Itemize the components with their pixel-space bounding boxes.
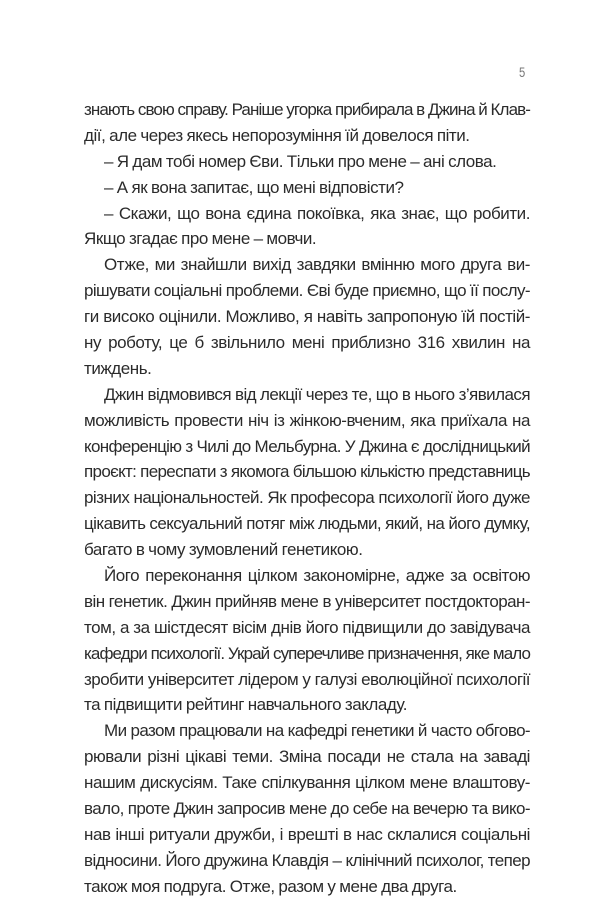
text-line: – А як вона запитає, що мені відповісти? xyxy=(104,177,404,197)
text-line: зробити університет лідером у галузі еволюційної психології xyxy=(84,669,530,689)
text-line: можливість провести ніч із жінкою-вченим, яка приїхала на xyxy=(84,410,530,430)
text-line: Отже, ми знайшли вихід завдяки вмінню мого друга ви- xyxy=(104,255,530,275)
text-line: дії, але через якесь непорозуміння їй довелося піти. xyxy=(84,125,470,145)
text-line: багато в чому зумовлений генетикою. xyxy=(84,540,363,560)
text-line: цікавить сексуальний потяг між людьми, який, на його думку, xyxy=(84,514,530,534)
text-line: він генетик. Джин прийняв мене в університет постдокторан- xyxy=(84,591,530,611)
text-line: тиждень. xyxy=(84,358,152,378)
body-text xyxy=(84,97,530,900)
text-line: кафедри психології. Украй суперечливе призначення, яке мало xyxy=(84,643,530,663)
text-line: відносини. Його дружина Клавдія – клінічний психолог, тепер xyxy=(84,850,530,870)
text-line: Ми разом працювали на кафедрі генетики й часто обгово- xyxy=(104,721,530,741)
text-line: том, а за шістдесят вісім днів його підвищили до завідувача xyxy=(84,617,530,637)
text-line: Джин відмовився від лекції через те, що в нього з’явилася xyxy=(104,384,530,404)
text-line: Якщо згадає про мене – мовчи. xyxy=(84,229,317,249)
text-line: рювали різні цікаві теми. Зміна посади не стала на заваді xyxy=(84,747,530,767)
text-line: конференцію з Чилі до Мельбурна. У Джина є дослідницький xyxy=(84,436,530,456)
text-line: рішувати соціальні проблеми. Єві буде приємно, що її послу- xyxy=(84,281,530,301)
text-line: нашим дискусіям. Таке спілкування цілком мене влаштову- xyxy=(84,773,530,793)
text-line: ну роботу, це б звільнило мені приблизно 316 хвилин на xyxy=(84,333,530,353)
page-number: 5 xyxy=(519,64,526,80)
text-line: – Я дам тобі номер Єви. Тільки про мене – ані слова. xyxy=(104,151,497,171)
text-line: та підвищити рейтинг навчального закладу. xyxy=(84,695,407,715)
text-line: нав інші ритуали дружби, і врешті в нас склалися соціальні xyxy=(84,824,530,844)
text-line: Його переконання цілком закономірне, адже за освітою xyxy=(104,566,530,586)
text-line: ги високо оцінили. Можливо, я навіть запропоную їй постій- xyxy=(84,307,530,327)
text-line: – Скажи, що вона єдина покоївка, яка знає, що робити. xyxy=(104,203,530,223)
text-line: різних національностей. Як професора психології його дуже xyxy=(84,488,530,508)
text-line: проєкт: переспати з якомога більшою кількістю представниць xyxy=(84,462,530,482)
text-line: вало, проте Джин запросив мене до себе на вечерю та вико- xyxy=(84,799,530,819)
text-line: знають свою справу. Раніше угорка прибирала в Джина й Клав- xyxy=(84,100,530,119)
text-line: також моя подруга. Отже, разом у мене два друга. xyxy=(84,876,457,896)
